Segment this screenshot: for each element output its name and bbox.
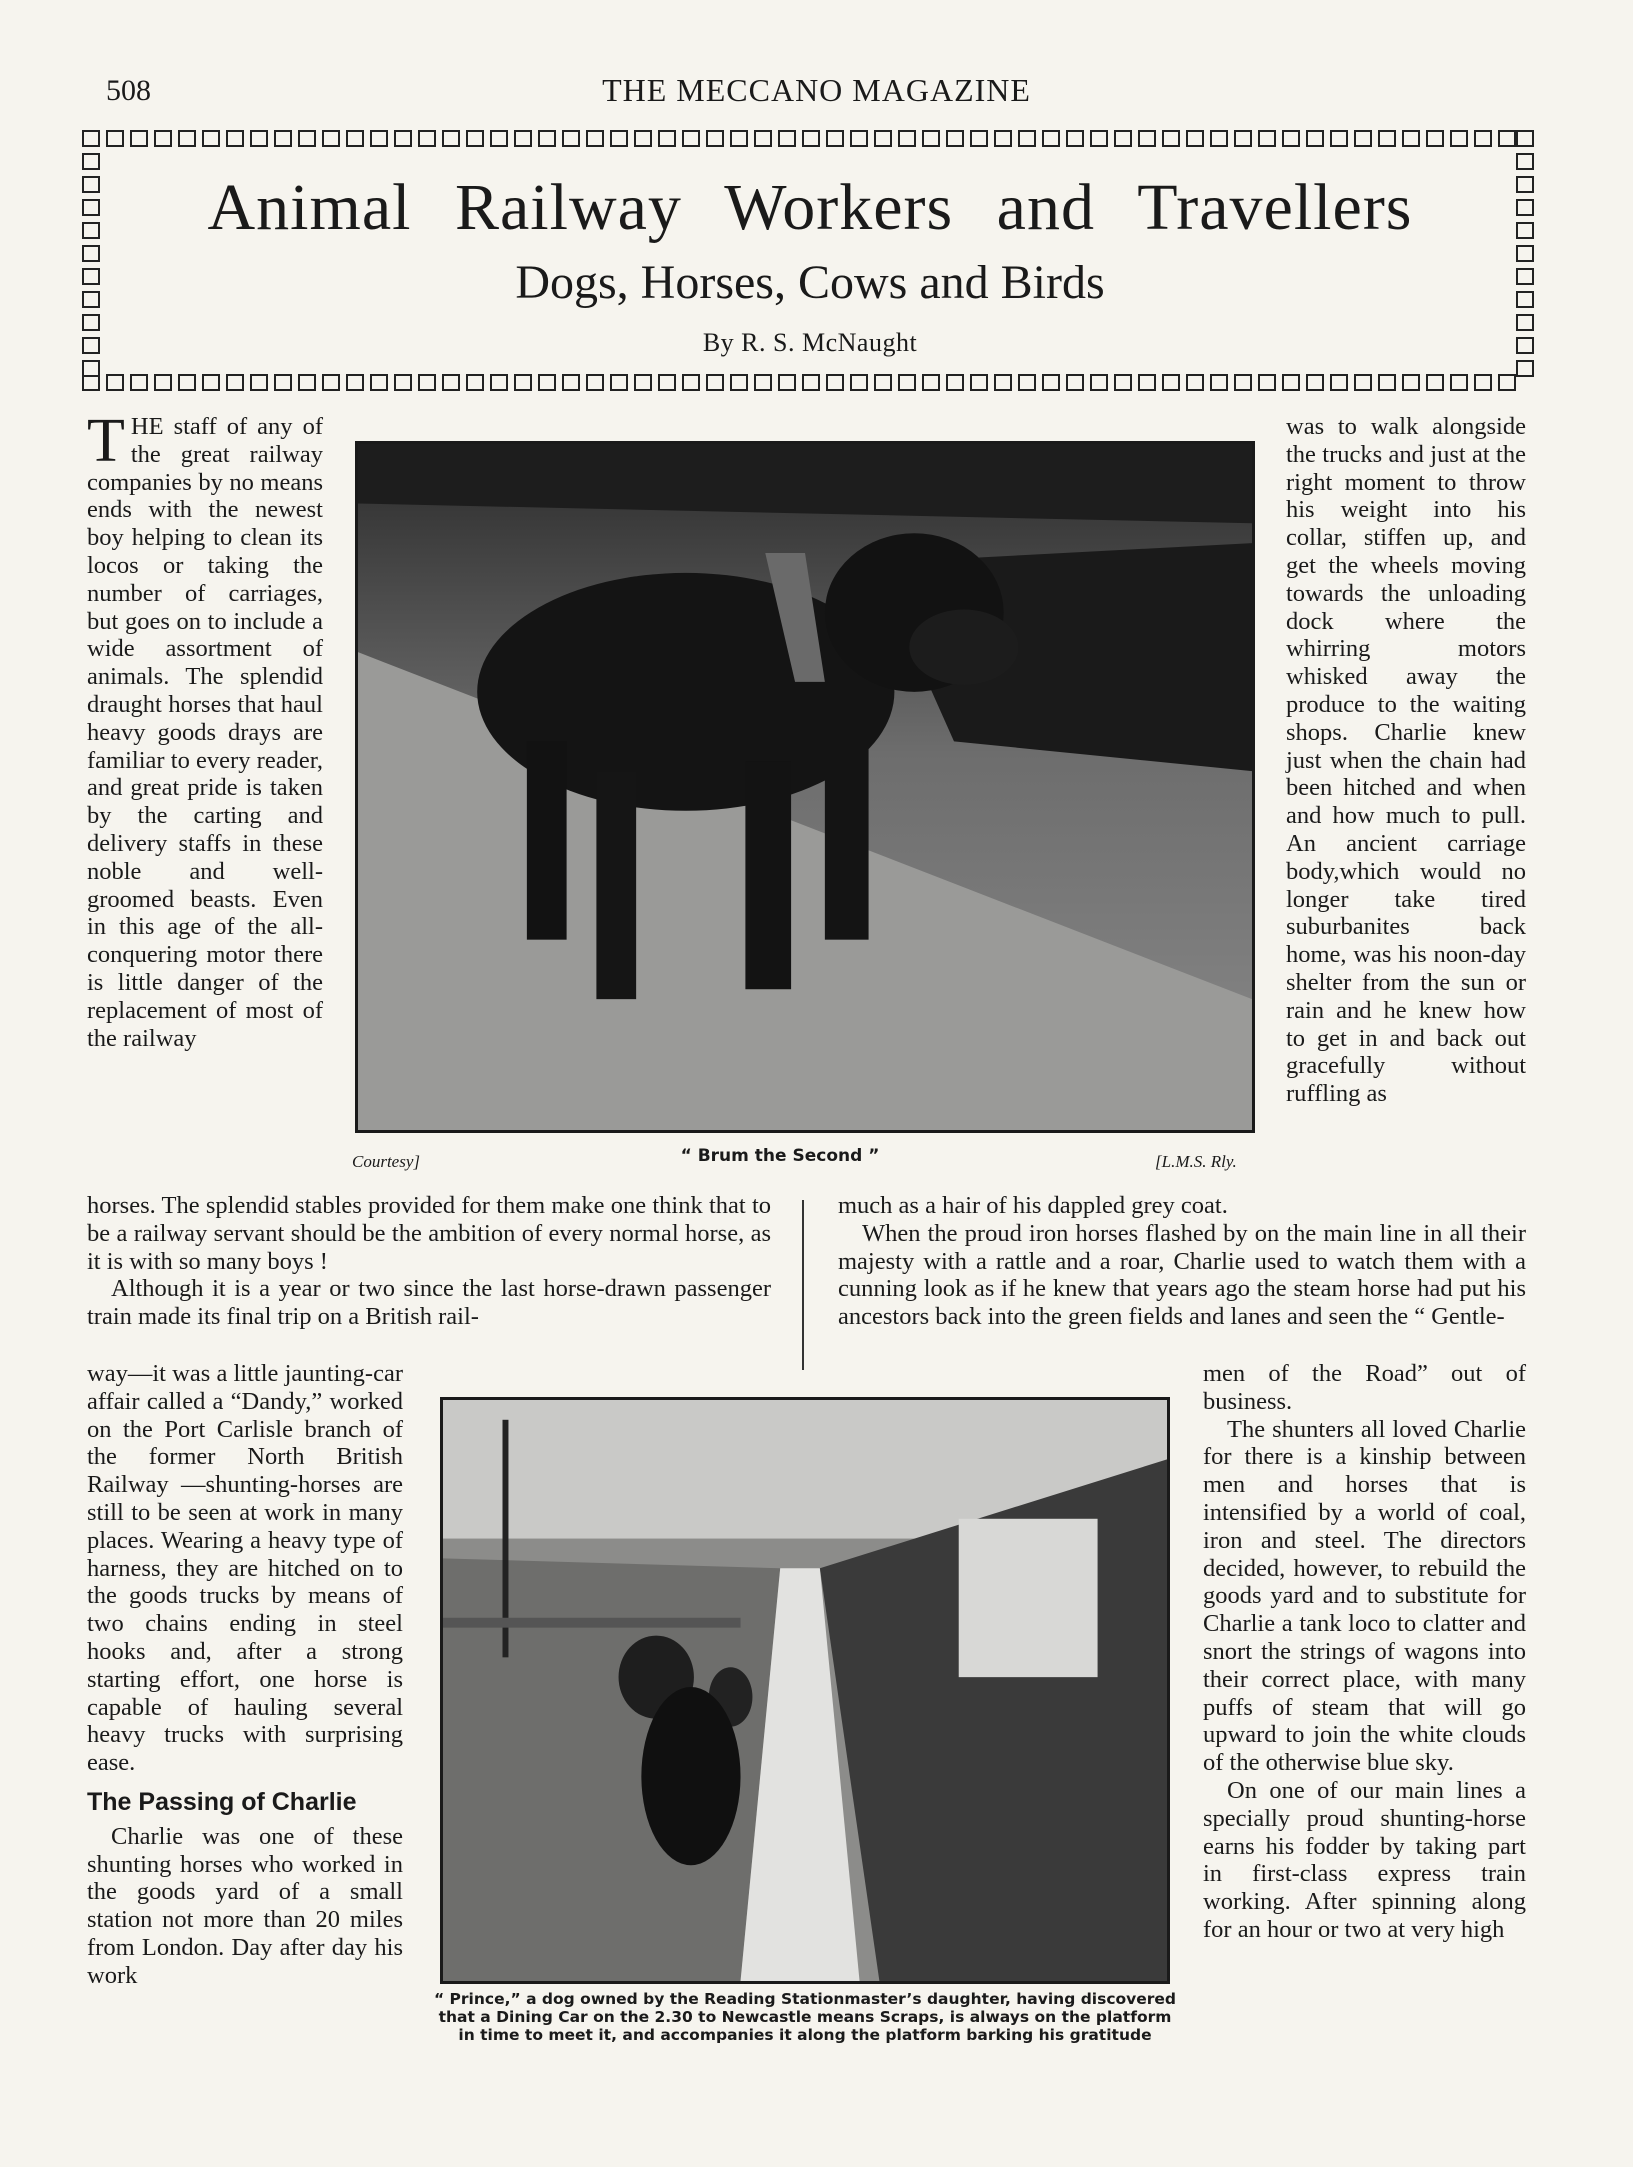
frame-square: [754, 374, 772, 391]
frame-square: [538, 374, 556, 391]
frame-square: [226, 374, 244, 391]
frame-square: [322, 130, 340, 147]
frame-square: [442, 374, 460, 391]
frame-square: [802, 130, 820, 147]
column-right-top: was to walk alongside the trucks and just at the right moment to throw his weight into his collar, stiffen up, and get the wheels moving towards the unloading dock where the whirring motors whisked away the produce to the waiting shops. Charlie knew just when the chain had been hitched and when and how much to pull. An ancient carriage body,which would no longer take tired suburbanites back home, was his noon-day shelter from the sun or rain and he knew how to get in and back out gracefully without ruffling as: [1286, 413, 1526, 1108]
frame-square: [1402, 374, 1420, 391]
frame-square: [322, 374, 340, 391]
frame-square: [1330, 374, 1348, 391]
frame-square: [586, 374, 604, 391]
frame-square: [706, 374, 724, 391]
frame-square: [946, 130, 964, 147]
byline: By R. S. McNaught: [702, 328, 918, 357]
frame-square: [1282, 130, 1300, 147]
frame-square: [130, 130, 148, 147]
frame-square: [1282, 374, 1300, 391]
photo1-caption: “ Brum the Second ”: [680, 1146, 880, 1166]
frame-square: [1474, 374, 1492, 391]
frame-square: [1210, 130, 1228, 147]
frame-square: [874, 374, 892, 391]
frame-square: [754, 130, 772, 147]
frame-square: [970, 130, 988, 147]
photo1-credit-left: Courtesy]: [352, 1152, 420, 1171]
subhead-passing-of-charlie: The Passing of Charlie: [87, 1787, 357, 1816]
frame-square: [898, 130, 916, 147]
frame-square: [1516, 360, 1534, 377]
frame-square: [82, 360, 100, 377]
frame-square: [274, 130, 292, 147]
frame-square: [730, 374, 748, 391]
frame-square: [1378, 374, 1396, 391]
frame-square: [82, 130, 100, 147]
frame-square: [1138, 130, 1156, 147]
frame-square: [106, 374, 124, 391]
frame-square: [466, 130, 484, 147]
frame-square: [610, 130, 628, 147]
frame-square: [1138, 374, 1156, 391]
frame-square: [370, 130, 388, 147]
frame-square: [802, 374, 820, 391]
frame-square: [202, 130, 220, 147]
frame-square: [730, 130, 748, 147]
article-title: Animal Railway Workers and Travellers: [207, 171, 1413, 244]
frame-square: [226, 130, 244, 147]
frame-square: [1450, 130, 1468, 147]
title-frame-top: [82, 130, 1516, 147]
frame-square: [1018, 130, 1036, 147]
frame-square: [1354, 374, 1372, 391]
frame-square: [994, 130, 1012, 147]
frame-square: [1210, 374, 1228, 391]
right-bottom-para-2: The shunters all loved Charlie for there is a kinship between men and horses that is intensified by a world of coal, iron and steel. The directors decided, however, to rebuild the goods yard and to substitute for Charlie a tank loco to clatter and snort the strings of wagons into their correct place, with many puffs of steam that will go upward to join the white clouds of the otherwise blue sky.: [1203, 1415, 1526, 1777]
frame-square: [418, 374, 436, 391]
frame-square: [1450, 374, 1468, 391]
photo2-caption: “ Prince,” a dog owned by the Reading Stationmaster’s daughter, having discovered that a Dining Car on the 2.30 to Newcastle means Scraps, is always on the platform in time to meet it, and accompanies it along the platform barking his gratitude: [433, 1990, 1177, 2044]
frame-square: [1516, 130, 1534, 147]
frame-square: [298, 130, 316, 147]
frame-square: [1516, 153, 1534, 170]
frame-square: [154, 130, 172, 147]
frame-square: [826, 374, 844, 391]
column-right-middle: [838, 1192, 1526, 1331]
page-number: 508: [106, 74, 151, 107]
frame-square: [1306, 374, 1324, 391]
frame-square: [562, 374, 580, 391]
frame-square: [994, 374, 1012, 391]
frame-square: [850, 130, 868, 147]
frame-square: [1042, 130, 1060, 147]
frame-square: [658, 130, 676, 147]
frame-square: [898, 374, 916, 391]
frame-square: [1306, 130, 1324, 147]
frame-square: [850, 374, 868, 391]
frame-square: [1114, 130, 1132, 147]
frame-square: [1354, 130, 1372, 147]
frame-square: [394, 374, 412, 391]
frame-square: [346, 374, 364, 391]
frame-square: [1234, 374, 1252, 391]
column-left-top: [87, 407, 323, 1052]
frame-square: [370, 374, 388, 391]
column-left-bottom: [87, 1360, 403, 1990]
frame-square: [826, 130, 844, 147]
frame-square: [274, 374, 292, 391]
intro-text: HE staff of any of the great railway companies by no means ends with the newest boy helping to clean its locos or taking the number of carriages, but goes on to include a wide assortment of animals. The splendid draught horses that haul heavy goods drays are familiar to every reader, and great pride is taken by the carting and delivery staffs in these noble and well-groomed beasts. Even in this age of the all-conquering motor there is little danger of the replacement of most of the railway: [87, 413, 323, 1052]
frame-square: [394, 130, 412, 147]
frame-square: [874, 130, 892, 147]
dog-at-dining-car-image: [443, 1400, 1167, 1981]
photo1-credit-right: [L.M.S. Rly.: [1155, 1152, 1237, 1171]
frame-square: [466, 374, 484, 391]
frame-square: [1474, 130, 1492, 147]
column-left-middle: [87, 1192, 771, 1331]
photo-prince-dog: [440, 1397, 1170, 1984]
column-right-bottom: [1203, 1360, 1526, 1944]
title-frame-bottom: [82, 374, 1516, 391]
drop-cap: T: [87, 407, 125, 475]
frame-square: [514, 374, 532, 391]
frame-square: [1066, 374, 1084, 391]
frame-square: [1498, 374, 1516, 391]
article-subtitle: Dogs, Horses, Cows and Birds: [515, 256, 1105, 309]
frame-square: [178, 374, 196, 391]
frame-square: [1162, 130, 1180, 147]
frame-square: [658, 374, 676, 391]
frame-square: [922, 130, 940, 147]
frame-square: [1234, 130, 1252, 147]
frame-square: [1258, 130, 1276, 147]
frame-square: [1378, 130, 1396, 147]
frame-square: [178, 130, 196, 147]
frame-square: [514, 130, 532, 147]
frame-square: [562, 130, 580, 147]
frame-square: [1162, 374, 1180, 391]
photo-brum-the-second: [355, 441, 1255, 1133]
frame-square: [1186, 374, 1204, 391]
mid-right-para-1: much as a hair of his dappled grey coat.: [838, 1192, 1228, 1219]
frame-square: [250, 374, 268, 391]
frame-square: [202, 374, 220, 391]
left-bottom-para-1: way—it was a little jaunting-car affair called a “Dandy,” worked on the Port Carlisle branch of the former North British Railway —shunting-horses are still to be seen at work in many places. Wearing a heavy type of harness, they are hitched on to the goods trucks by means of two chains ending in steel hooks and, after a strong starting effort, one horse is capable of hauling several heavy trucks with surprising ease.: [87, 1360, 403, 1777]
frame-square: [82, 153, 100, 170]
frame-square: [490, 374, 508, 391]
frame-square: [346, 130, 364, 147]
left-bottom-para-2: Charlie was one of these shunting horses who worked in the goods yard of a small station not more than 20 miles from London. Day after day his work: [87, 1822, 403, 1989]
frame-square: [1042, 374, 1060, 391]
frame-square: [778, 374, 796, 391]
frame-square: [1090, 130, 1108, 147]
frame-square: [1258, 374, 1276, 391]
frame-square: [1426, 374, 1444, 391]
frame-square: [586, 130, 604, 147]
frame-square: [418, 130, 436, 147]
frame-square: [634, 374, 652, 391]
frame-square: [1090, 374, 1108, 391]
dog-on-platform-image: [358, 444, 1252, 1130]
frame-square: [154, 374, 172, 391]
frame-square: [250, 130, 268, 147]
frame-square: [490, 130, 508, 147]
frame-square: [1426, 130, 1444, 147]
frame-square: [1330, 130, 1348, 147]
right-bottom-para-1: men of the Road” out of business.: [1203, 1360, 1526, 1415]
frame-square: [634, 130, 652, 147]
frame-square: [946, 374, 964, 391]
right-bottom-para-3: On one of our main lines a specially proud shunting-horse earns his fodder by taking part in first-class express train working. After spinning along for an hour or two at very high: [1203, 1776, 1526, 1943]
frame-square: [442, 130, 460, 147]
mid-left-para-1: horses. The splendid stables provided for them make one think that to be a railway servant should be the ambition of every normal horse, as it is with so many boys !: [87, 1192, 771, 1275]
mid-right-para-2: When the proud iron horses flashed by on the main line in all their majesty with a rattle and a roar, Charlie used to watch them with a cunning look as if he knew that years ago the steam horse had put his ancestors back into the green fields and lanes and seen the “ Gentle-: [838, 1219, 1526, 1331]
frame-square: [106, 130, 124, 147]
frame-square: [706, 130, 724, 147]
frame-square: [922, 374, 940, 391]
frame-square: [538, 130, 556, 147]
frame-square: [610, 374, 628, 391]
frame-square: [1402, 130, 1420, 147]
frame-square: [970, 374, 988, 391]
frame-square: [1018, 374, 1036, 391]
frame-square: [778, 130, 796, 147]
running-head: THE MECCANO MAGAZINE: [602, 72, 1031, 108]
frame-square: [1066, 130, 1084, 147]
frame-square: [682, 374, 700, 391]
frame-square: [1114, 374, 1132, 391]
frame-square: [1186, 130, 1204, 147]
column-divider: [802, 1200, 804, 1370]
frame-square: [130, 374, 148, 391]
frame-square: [682, 130, 700, 147]
frame-square: [298, 374, 316, 391]
mid-left-para-2: Although it is a year or two since the last horse-drawn passenger train made its final trip on a British rail-: [87, 1275, 771, 1331]
frame-square: [1498, 130, 1516, 147]
